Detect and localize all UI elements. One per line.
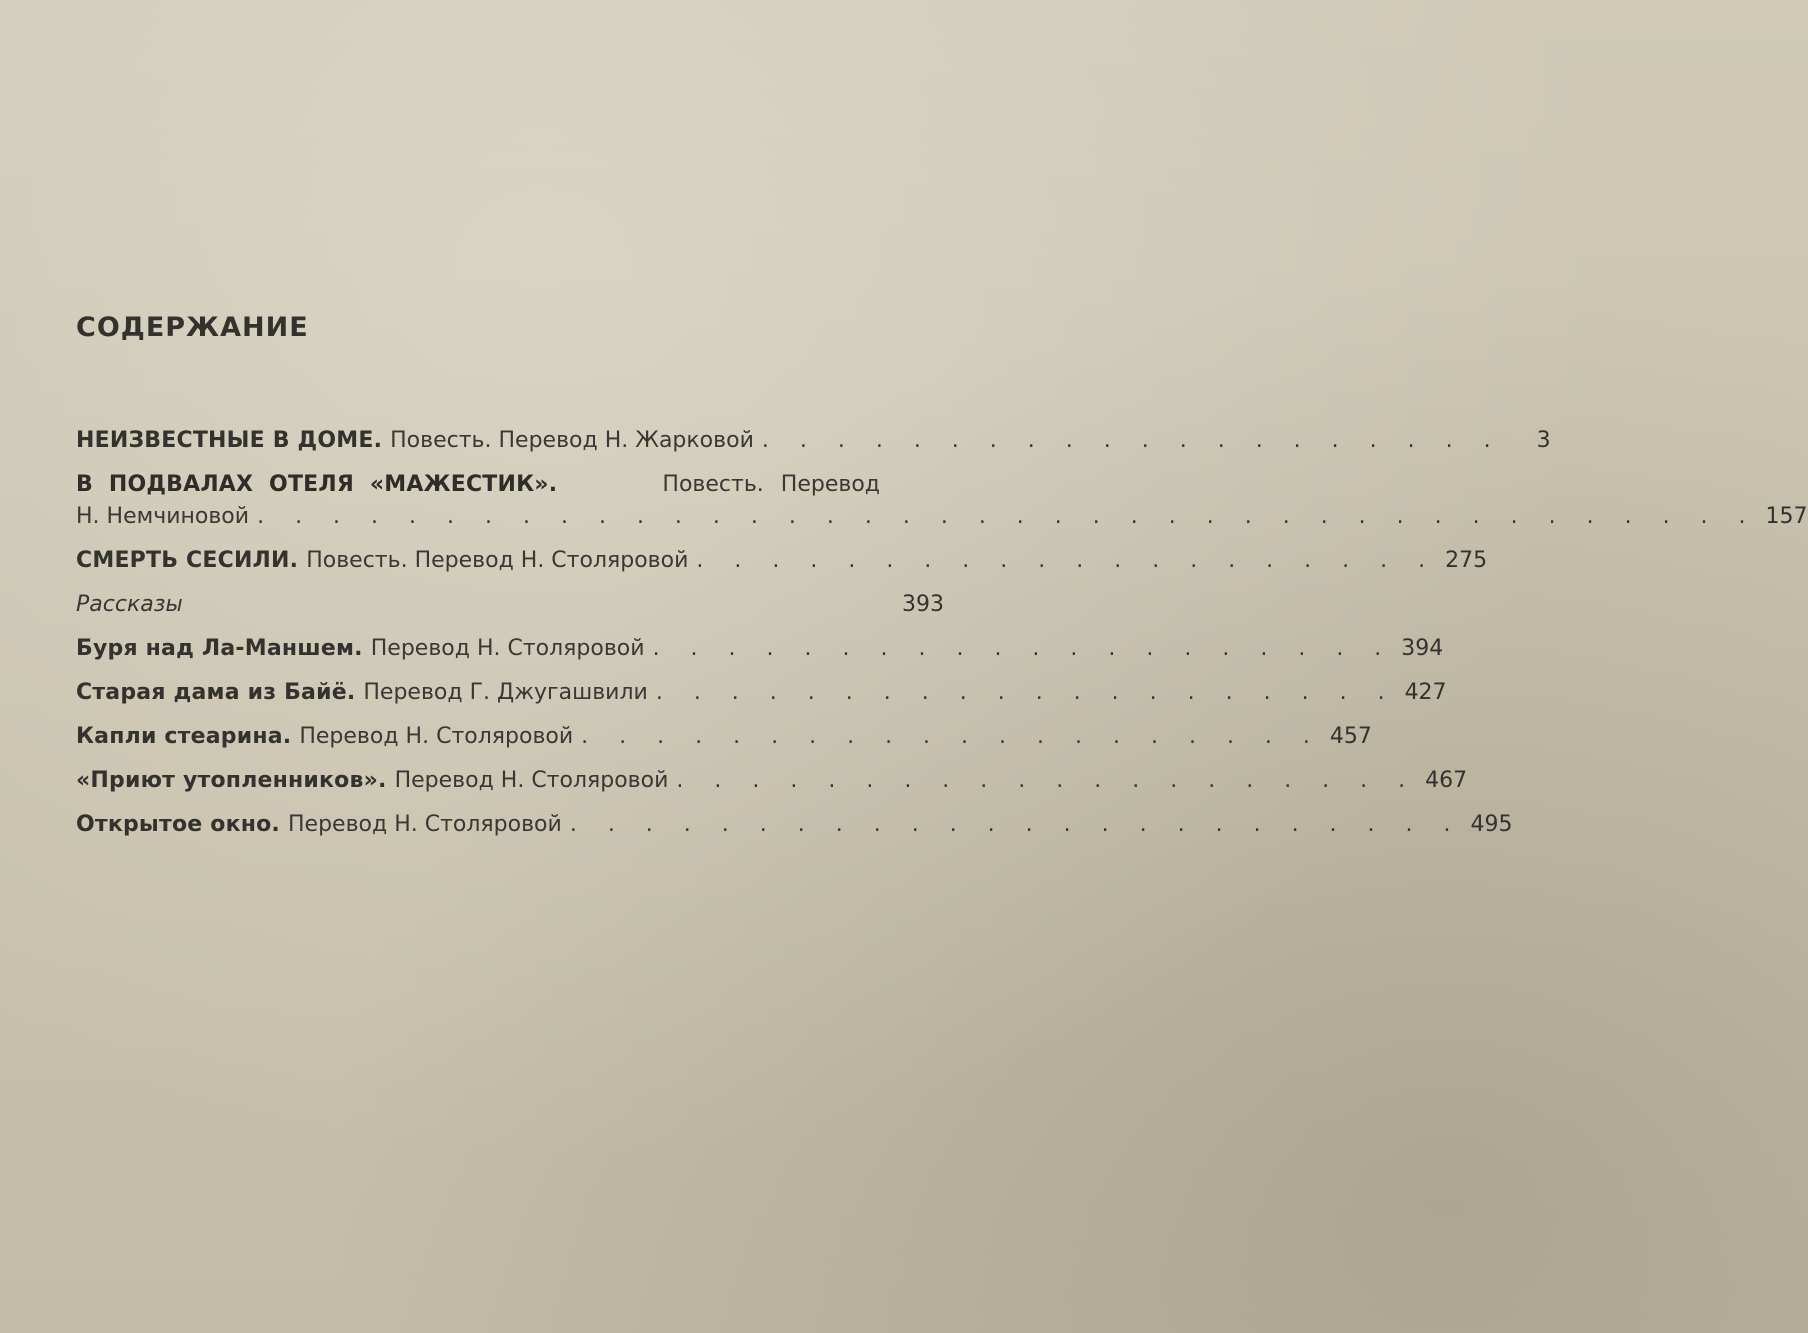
- entry-title: Буря над Ла-Маншем.: [76, 636, 363, 661]
- entry-description: Перевод Н. Столяровой: [288, 812, 562, 837]
- entry-description: Перевод Г. Джугашвили: [363, 680, 648, 705]
- toc-entry: [76, 721, 1372, 753]
- entry-title: В ПОДВАЛАХ ОТЕЛЯ «МАЖЕСТИК».: [76, 472, 558, 497]
- entry-page-number: 157: [1765, 504, 1808, 529]
- entry-title: Старая дама из Байё.: [76, 680, 356, 705]
- toc-section: [76, 589, 944, 621]
- entry-page-number: 394: [1401, 636, 1444, 661]
- entry-title: Капли стеарина.: [76, 724, 292, 749]
- toc-entry: [76, 633, 1444, 665]
- dot-leader: . . . . . . . . . . . . . . . . . . . .: [652, 636, 1394, 661]
- dot-leader: . . . . . . . . . . . . . . . . . . . .: [696, 548, 1438, 573]
- entry-page-number: 467: [1425, 768, 1468, 793]
- table-of-contents: [76, 425, 1808, 853]
- entry-page-number: 3: [1536, 428, 1551, 453]
- dot-leader: . . . . . . . . . . . . . . . . . . . .: [655, 680, 1397, 705]
- entry-page-number: 457: [1329, 724, 1372, 749]
- entry-page-number: 495: [1470, 812, 1513, 837]
- section-label: Рассказы: [76, 592, 183, 617]
- entry-description-continued: Н. Немчиновой: [76, 504, 250, 529]
- entry-page-number: 275: [1445, 548, 1488, 573]
- toc-entry: [76, 765, 1468, 797]
- entry-page-number: 427: [1404, 680, 1447, 705]
- dot-leader: . . . . . . . . . . . . . . . . . . . .: [761, 428, 1503, 453]
- entry-title: «Приют утопленников».: [76, 768, 387, 793]
- entry-description: Повесть. Перевод Н. Жарковой: [390, 428, 754, 453]
- entry-title: СМЕРТЬ СЕСИЛИ.: [76, 548, 299, 573]
- toc-entry: [76, 809, 1513, 841]
- dot-leader: . . . . . . . . . . . . . . . . . . . .: [676, 768, 1418, 793]
- entry-page-number: 393: [902, 592, 944, 617]
- entry-description: Повесть. Перевод: [662, 472, 880, 497]
- dot-leader: . . . . . . . . . . . . . . . . . . . . . . . . . . . . . . . . . . . . . . . .: [257, 504, 1758, 529]
- toc-entry: [76, 469, 1808, 533]
- entry-description: Перевод Н. Столяровой: [394, 768, 669, 793]
- toc-entry: [76, 545, 1488, 577]
- entry-description: Перевод Н. Столяровой: [299, 724, 574, 749]
- entry-title: Открытое окно.: [76, 812, 280, 837]
- toc-heading: СОДЕРЖАНИЕ: [76, 312, 309, 343]
- dot-leader: . . . . . . . . . . . . . . . . . . . .: [581, 724, 1322, 749]
- entry-title: НЕИЗВЕСТНЫЕ В ДОМЕ.: [76, 428, 383, 453]
- toc-entry: [76, 425, 1551, 457]
- toc-entry: [76, 677, 1447, 709]
- entry-description: Повесть. Перевод Н. Столяровой: [306, 548, 689, 573]
- entry-description: Перевод Н. Столяровой: [370, 636, 645, 661]
- dot-leader: . . . . . . . . . . . . . . . . . . . . . . . .: [569, 812, 1463, 837]
